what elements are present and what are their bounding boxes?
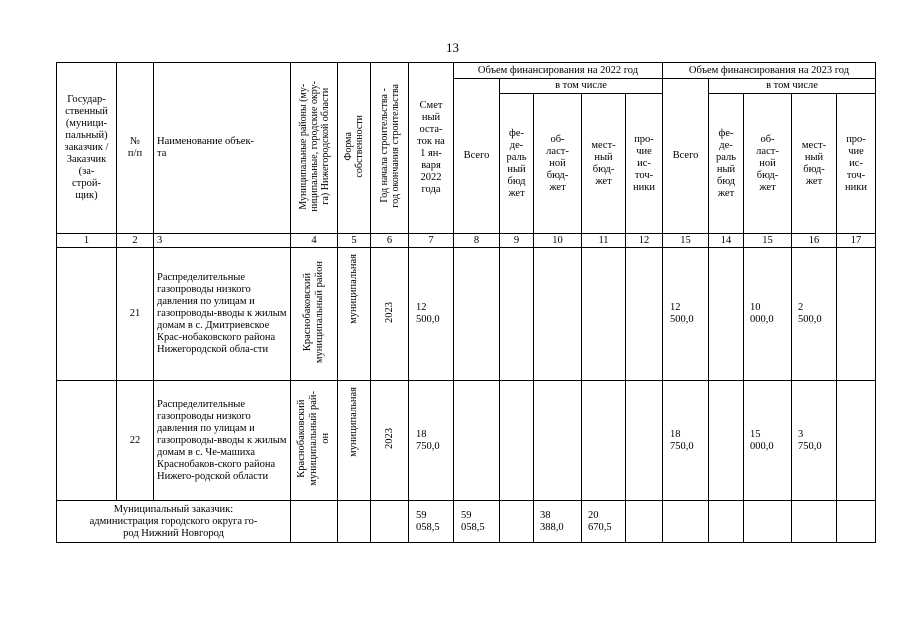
summary-regional-2022: 38 388,0 xyxy=(534,501,582,543)
header-federal-2023: фе- де- раль ный бюд жет xyxy=(709,94,744,234)
row-total-2023: 18 750,0 xyxy=(663,381,709,501)
col-number: 15 xyxy=(663,234,709,248)
row-regional-2022 xyxy=(534,381,582,501)
row-other-2023 xyxy=(837,248,876,381)
header-total-2023: Всего xyxy=(663,79,709,234)
header-years: Год начала строительства - год окончания строительства xyxy=(371,63,409,234)
header-local-2023: мест- ный бюд- жет xyxy=(792,94,837,234)
row-ownership: муниципальная xyxy=(338,248,371,381)
row-district: Краснобаковский муниципальный район xyxy=(291,248,338,381)
summary-empty xyxy=(792,501,837,543)
col-number: 5 xyxy=(338,234,371,248)
row-local-2023: 2 500,0 xyxy=(792,248,837,381)
header-including-2023: в том числе xyxy=(709,79,876,94)
row-local-2022 xyxy=(582,381,626,501)
row-other-2023 xyxy=(837,381,876,501)
header-object-name: Наименование объек- та xyxy=(154,63,291,234)
header-fin2022: Объем финансирования на 2022 год xyxy=(454,63,663,79)
summary-empty xyxy=(291,501,338,543)
header-ownership: Форма собственности xyxy=(338,63,371,234)
row-total-2022 xyxy=(454,381,500,501)
row-federal-2022 xyxy=(500,381,534,501)
row-num: 22 xyxy=(117,381,154,501)
row-estimate: 12 500,0 xyxy=(409,248,454,381)
col-number: 10 xyxy=(534,234,582,248)
summary-empty xyxy=(500,501,534,543)
row-total-2022 xyxy=(454,248,500,381)
table-row xyxy=(57,248,876,381)
row-object: Распределительные газопроводы низкого давления по улицам и газопроводы-вводы к жилым домам в с. Че-машиха Краснобаков-ского района Нижего-родской области xyxy=(154,381,291,501)
row-regional-2023: 10 000,0 xyxy=(744,248,792,381)
row-customer xyxy=(57,248,117,381)
col-number: 11 xyxy=(582,234,626,248)
row-regional-2022 xyxy=(534,248,582,381)
row-regional-2023: 15 000,0 xyxy=(744,381,792,501)
col-number: 7 xyxy=(409,234,454,248)
summary-empty xyxy=(338,501,371,543)
summary-empty xyxy=(371,501,409,543)
row-years: 2023 xyxy=(371,381,409,501)
summary-empty xyxy=(709,501,744,543)
summary-empty xyxy=(837,501,876,543)
col-number: 2 xyxy=(117,234,154,248)
col-number: 6 xyxy=(371,234,409,248)
header-num: № п/п xyxy=(117,63,154,234)
summary-estimate: 59 058,5 xyxy=(409,501,454,543)
summary-row xyxy=(57,501,876,543)
col-number: 12 xyxy=(626,234,663,248)
row-federal-2022 xyxy=(500,248,534,381)
header-regional-2023: об- ласт- ной бюд- жет xyxy=(744,94,792,234)
header-including-2022: в том числе xyxy=(500,79,663,94)
financing-table xyxy=(56,62,876,543)
summary-label: Муниципальный заказчик: администрация городского округа го- род Нижний Новгород xyxy=(57,501,291,543)
row-years: 2023 xyxy=(371,248,409,381)
col-number: 8 xyxy=(454,234,500,248)
row-other-2022 xyxy=(626,381,663,501)
row-local-2023: 3 750,0 xyxy=(792,381,837,501)
page-number: 13 xyxy=(446,40,459,55)
col-number: 17 xyxy=(837,234,876,248)
header-customer: Государ- ственный (муници- пальный) заказчик / Заказчик (за- строй- щик) xyxy=(57,63,117,234)
summary-local-2022: 20 670,5 xyxy=(582,501,626,543)
row-estimate: 18 750,0 xyxy=(409,381,454,501)
col-number: 14 xyxy=(709,234,744,248)
row-other-2022 xyxy=(626,248,663,381)
row-customer xyxy=(57,381,117,501)
row-local-2022 xyxy=(582,248,626,381)
col-number: 3 xyxy=(154,234,291,248)
header-federal-2022: фе- де- раль ный бюд жет xyxy=(500,94,534,234)
header-regional-2022: об- ласт- ной бюд- жет xyxy=(534,94,582,234)
row-federal-2023 xyxy=(709,381,744,501)
summary-empty xyxy=(663,501,709,543)
header-other-2022: про- чие ис- точ- ники xyxy=(626,94,663,234)
summary-empty xyxy=(744,501,792,543)
header-estimate: Смет ный оста- ток на 1 ян- варя 2022 года xyxy=(409,63,454,234)
row-total-2023: 12 500,0 xyxy=(663,248,709,381)
header-district: Муниципальные районы (му- ниципальные, городские окру- га) Нижегородской области xyxy=(291,63,338,234)
summary-empty xyxy=(626,501,663,543)
col-number: 15 xyxy=(744,234,792,248)
col-number: 4 xyxy=(291,234,338,248)
row-federal-2023 xyxy=(709,248,744,381)
header-fin2023: Объем финансирования на 2023 год xyxy=(663,63,876,79)
header-total-2022: Всего xyxy=(454,79,500,234)
col-number: 1 xyxy=(57,234,117,248)
row-ownership: муниципальная xyxy=(338,381,371,501)
summary-total-2022: 59 058,5 xyxy=(454,501,500,543)
row-district: Краснобаковский муниципальный рай- он xyxy=(291,381,338,501)
col-number: 9 xyxy=(500,234,534,248)
header-other-2023: про- чие ис- точ- ники xyxy=(837,94,876,234)
col-number: 16 xyxy=(792,234,837,248)
row-num: 21 xyxy=(117,248,154,381)
header-local-2022: мест- ный бюд- жет xyxy=(582,94,626,234)
table-row xyxy=(57,381,876,501)
row-object: Распределительные газопроводы низкого давления по улицам и газопроводы-вводы к жилым домам в с. Дмитриевское Крас-нобаковского района Нижегородской обла-сти xyxy=(154,248,291,381)
